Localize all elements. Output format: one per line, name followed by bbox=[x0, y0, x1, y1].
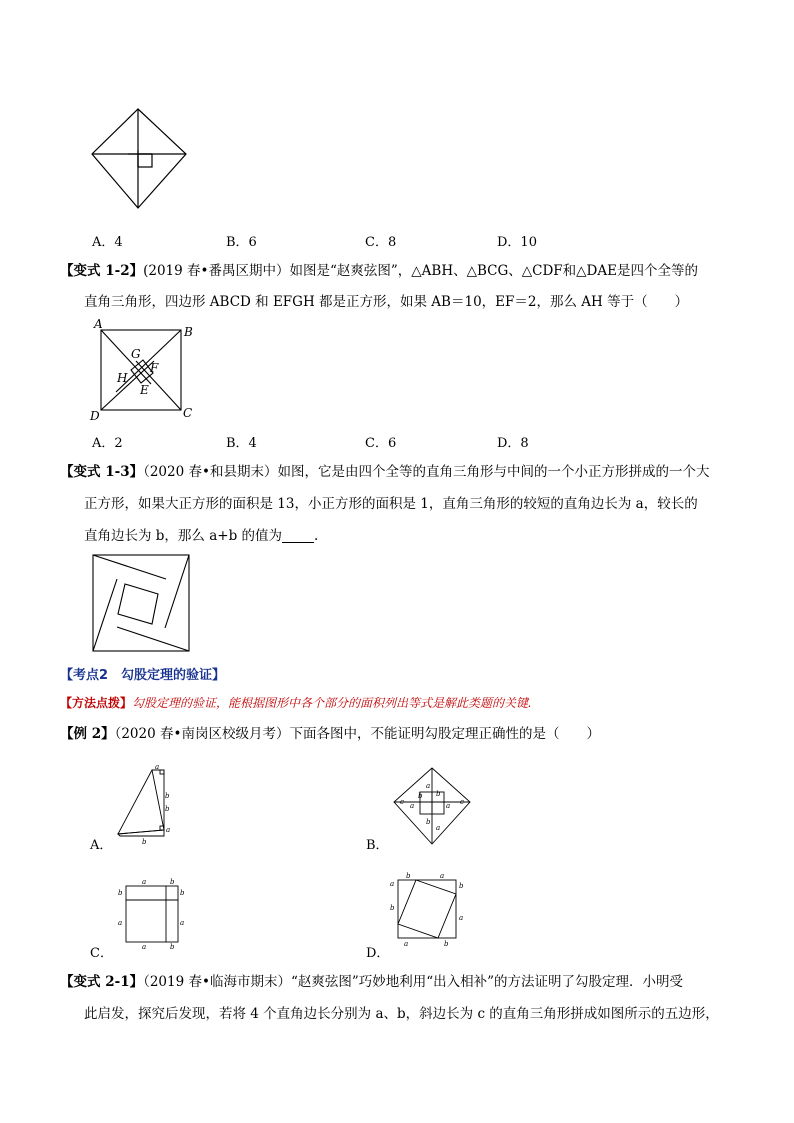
answer-blank[interactable] bbox=[282, 528, 314, 543]
b-label-a3: a bbox=[410, 802, 415, 810]
d-label-a4: a bbox=[404, 940, 409, 948]
b-label-b3: b bbox=[426, 818, 431, 826]
ex2-figure-d bbox=[386, 872, 468, 948]
d-label-b: b bbox=[406, 872, 411, 880]
a-label-b3: b bbox=[142, 838, 147, 846]
q1-3-text1: （2020 春•和县期末）如图，它是由四个全等的直角三角形与中间的一个小正方形拼成的一个大 bbox=[143, 464, 710, 480]
ex2-tag: 【例 2】 bbox=[60, 726, 115, 742]
figure-zhao-shuang-diagram bbox=[88, 316, 200, 424]
d-label-a3: a bbox=[459, 914, 464, 922]
ex2-figure-a bbox=[112, 764, 182, 848]
q1-2-option-c[interactable]: C．6 bbox=[365, 436, 397, 451]
a-label-b: b bbox=[165, 792, 170, 800]
b-label-b: b bbox=[418, 792, 423, 800]
label-A: A bbox=[94, 317, 103, 331]
a-label-a2: a bbox=[166, 826, 171, 834]
q1-2-text1: (2019 春•番禺区期中）如图是“赵爽弦图”，△ABH、△BCG、△CDF和△DAE是四个全等的 bbox=[143, 263, 698, 279]
ex2-text1: （2020 春•南岗区校级月考）下面各图中，不能证明勾股定理正确性的是（ ） bbox=[114, 726, 600, 742]
c-label-b2: b bbox=[118, 889, 123, 897]
q2-1-text1: （2019 春•临海市期末）“赵爽弦图”巧妙地利用“出入相补”的方法证明了勾股定理．小明受 bbox=[143, 974, 684, 990]
q1-option-d[interactable]: D．10 bbox=[497, 235, 537, 250]
a-label-b2: b bbox=[165, 805, 170, 813]
q1-3-line1 bbox=[60, 462, 709, 482]
d-label-b2: b bbox=[459, 882, 464, 890]
d-label-b3: b bbox=[390, 904, 395, 912]
q2-1-tag: 【变式 2-1】 bbox=[60, 974, 144, 990]
ex2-option-a[interactable]: A． bbox=[90, 838, 113, 853]
ex2-line1 bbox=[60, 724, 600, 744]
method-tip-label: 【方法点拨】 bbox=[60, 696, 133, 710]
c-label-b4: b bbox=[170, 943, 175, 950]
label-D: D bbox=[90, 409, 100, 423]
q1-option-b[interactable]: B．6 bbox=[226, 235, 257, 250]
q1-3-text3: 直角边长为 b，那么 a+b 的值为 bbox=[84, 528, 283, 544]
q1-2-line1 bbox=[60, 261, 698, 281]
label-C: C bbox=[183, 406, 193, 420]
q1-3-tag: 【变式 1-3】 bbox=[60, 464, 144, 480]
q1-3-period: . bbox=[314, 528, 319, 544]
b-label-b2: b bbox=[436, 790, 441, 798]
c-label-a4: a bbox=[142, 943, 147, 950]
method-tip bbox=[60, 694, 532, 711]
label-E: E bbox=[140, 383, 149, 397]
ex2-figure-b bbox=[390, 764, 476, 852]
b-label-a4: a bbox=[436, 824, 441, 832]
label-B: B bbox=[184, 325, 193, 339]
q2-1-line1 bbox=[60, 972, 683, 992]
c-label-b: b bbox=[170, 878, 175, 886]
ex2-option-c[interactable]: C． bbox=[90, 946, 113, 961]
q1-option-a[interactable]: A．4 bbox=[92, 235, 123, 250]
q1-option-c[interactable]: C．8 bbox=[365, 235, 397, 250]
figure-pinwheel-square bbox=[90, 552, 194, 652]
q2-1-line2: 此启发，探究后发现，若将 4 个直角边长分别为 a、b，斜边长为 c 的直角三角形拼成如图所示的五边形， bbox=[84, 1006, 719, 1022]
q1-2-option-b[interactable]: B．4 bbox=[226, 436, 257, 451]
q1-2-option-a[interactable]: A．2 bbox=[92, 436, 123, 451]
ex2-figure-c bbox=[114, 878, 186, 950]
b-label-a2: a bbox=[446, 802, 451, 810]
b-label-c2: c bbox=[460, 798, 464, 806]
c-label-a2: a bbox=[118, 919, 123, 927]
q1-2-option-d[interactable]: D．8 bbox=[497, 436, 529, 451]
label-F: F bbox=[150, 361, 159, 375]
method-tip-text: 勾股定理的验证，能根据图形中各个部分的面积列出等式是解此类题的关键. bbox=[132, 696, 532, 710]
d-label-b4: b bbox=[444, 940, 449, 948]
q1-2-tag: 【变式 1-2】 bbox=[60, 263, 144, 279]
label-H: H bbox=[117, 371, 128, 385]
ex2-option-d[interactable]: D． bbox=[366, 946, 390, 961]
d-label-a2: a bbox=[390, 880, 395, 888]
label-G: G bbox=[131, 347, 141, 361]
figure-diamond-windmill bbox=[88, 104, 192, 214]
q1-3-line2: 正方形，如果大正方形的面积是 13，小正方形的面积是 1，直角三角形的较短的直角边长为 a，较长的 bbox=[84, 496, 698, 512]
b-label-a: a bbox=[426, 782, 431, 790]
d-label-a: a bbox=[440, 872, 445, 880]
q1-2-line2: 直角三角形，四边形 ABCD 和 EFGH 都是正方形，如果 AB＝10，EF＝2，那么 AH 等于（ ） bbox=[84, 294, 689, 310]
q1-3-line3 bbox=[84, 526, 318, 546]
c-label-a: a bbox=[142, 878, 147, 886]
b-label-c: c bbox=[400, 798, 404, 806]
ex2-option-b[interactable]: B． bbox=[366, 838, 389, 853]
keypoint-2-title: 【考点2 勾股定理的验证】 bbox=[60, 668, 226, 683]
c-label-b3: b bbox=[180, 889, 185, 897]
a-label-a: a bbox=[155, 764, 160, 771]
c-label-a3: a bbox=[180, 919, 185, 927]
